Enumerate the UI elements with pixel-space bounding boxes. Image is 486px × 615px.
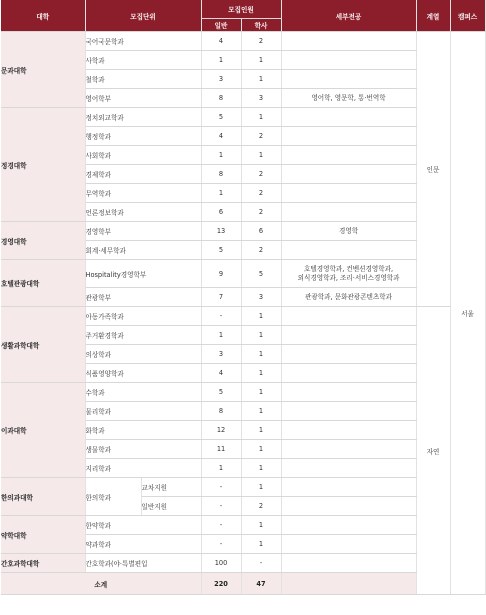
detail-cell: 영어학, 영문학, 통·번역학 [281,89,416,108]
total-row [1,573,485,595]
general-count: 100 [201,554,241,573]
bachelor-count: 3 [241,89,281,108]
detail-cell [281,260,416,288]
bachelor-count: 1 [241,516,281,535]
bachelor-count: 6 [241,222,281,241]
bachelor-count: 1 [241,459,281,478]
detail-cell [281,146,416,165]
bachelor-count: 1 [241,478,281,497]
general-count: 1 [201,51,241,70]
bachelor-count: 1 [241,440,281,459]
detail-cell [281,127,416,146]
dept-cell: Hospitality경영학부 [85,260,201,288]
college-cell: 경영대학 [1,222,85,260]
dept-cell: 물리학과 [85,402,201,421]
dept-cell: 관광학부 [85,288,201,307]
dept-cell: 회계·세무학과 [85,241,201,260]
general-count: 1 [201,459,241,478]
table-row [1,554,485,573]
general-count: - [201,307,241,326]
header-general: 일반 [201,19,241,32]
header-bachelor: 학사 [241,19,281,32]
detail-cell [281,165,416,184]
college-cell: 문과대학 [1,32,85,108]
dept-cell: 국어국문학과 [85,32,201,51]
detail-cell [281,108,416,127]
table-row [1,108,485,127]
table-row [1,260,485,288]
header-campus: 캠퍼스 [450,0,485,32]
table-row [1,383,485,402]
header-detail: 세부전공 [281,0,416,32]
bachelor-count: 2 [241,241,281,260]
college-cell: 한의과대학 [1,478,85,516]
detail-cell [281,203,416,222]
detail-cell [281,383,416,402]
header-quota: 모집인원 [201,0,281,19]
general-count: 4 [201,127,241,146]
dept-cell: 간호학과(야·특별편입 [85,554,201,573]
detail-cell [281,307,416,326]
dept-cell: 무역학과 [85,184,201,203]
bachelor-count: 2 [241,127,281,146]
detail-cell [281,516,416,535]
general-count: 3 [201,345,241,364]
general-count: 8 [201,402,241,421]
bachelor-count: 1 [241,535,281,554]
general-count: - [201,478,241,497]
detail-cell [281,364,416,383]
dept-cell: 경제학과 [85,165,201,184]
dept-cell: 식품영양학과 [85,364,201,383]
detail-cell [281,32,416,51]
detail-cell [281,51,416,70]
bachelor-count: 1 [241,326,281,345]
table-row [1,307,485,326]
total-general: 220 [201,573,241,595]
detail-cell [281,421,416,440]
dept-cell: 경영학부 [85,222,201,241]
sub-unit-cell: 교차지원 [141,478,201,497]
college-cell: 호텔관광대학 [1,260,85,307]
general-count: 11 [201,440,241,459]
detail-cell [281,345,416,364]
dept-cell: 한약학과 [85,516,201,535]
detail-cell: 관광학과, 문화관광콘텐츠학과 [281,288,416,307]
dept-cell: 화학과 [85,421,201,440]
detail-line: 호텔경영학과, 컨벤션경영학과, [303,264,394,273]
college-cell: 간호과학대학 [1,554,85,573]
table-row [1,222,485,241]
general-count: 6 [201,203,241,222]
total-detail-cell [281,573,416,595]
campus-cell: 서울 [450,32,485,595]
table-row [1,516,485,535]
total-label: 소계 [1,573,201,595]
detail-cell [281,554,416,573]
bachelor-count: 1 [241,51,281,70]
college-cell: 이과대학 [1,383,85,478]
detail-cell [281,241,416,260]
bachelor-count: 2 [241,497,281,516]
general-count: 1 [201,146,241,165]
dept-cell: 한의학과 [85,478,141,516]
detail-cell [281,70,416,89]
dept-cell: 약과학과 [85,535,201,554]
dept-cell: 주거환경학과 [85,326,201,345]
dept-cell: 정치외교학과 [85,108,201,127]
detail-cell [281,402,416,421]
dept-cell: 사회학과 [85,146,201,165]
bachelor-count: 1 [241,421,281,440]
bachelor-count: 1 [241,402,281,421]
detail-cell [281,440,416,459]
college-cell: 정경대학 [1,108,85,222]
bachelor-count: 1 [241,70,281,89]
bachelor-count: 2 [241,32,281,51]
general-count: 1 [201,326,241,345]
general-count: 9 [201,260,241,288]
bachelor-count: - [241,554,281,573]
detail-cell [281,497,416,516]
detail-cell [281,459,416,478]
header-college: 대학 [1,0,85,32]
bachelor-count: 2 [241,203,281,222]
general-count: 7 [201,288,241,307]
bachelor-count: 2 [241,184,281,203]
general-count: 8 [201,89,241,108]
bachelor-count: 2 [241,165,281,184]
dept-cell: 생물학과 [85,440,201,459]
bachelor-count: 3 [241,288,281,307]
detail-cell [281,326,416,345]
dept-cell: 철학과 [85,70,201,89]
field-cell: 인문 [416,32,450,307]
detail-cell: 경영학 [281,222,416,241]
header-unit: 모집단위 [85,0,201,32]
general-count: 5 [201,241,241,260]
dept-cell: 언론정보학과 [85,203,201,222]
detail-cell [281,184,416,203]
general-count: 4 [201,364,241,383]
detail-cell [281,535,416,554]
general-count: 4 [201,32,241,51]
bachelor-count: 1 [241,146,281,165]
dept-cell: 지리학과 [85,459,201,478]
general-count: 3 [201,70,241,89]
detail-cell [281,478,416,497]
college-cell: 생활과학대학 [1,307,85,383]
table-row [1,478,485,497]
college-cell: 약학대학 [1,516,85,554]
dept-cell: 의상학과 [85,345,201,364]
general-count: 13 [201,222,241,241]
general-count: 5 [201,383,241,402]
field-cell: 자연 [416,307,450,595]
bachelor-count: 1 [241,307,281,326]
dept-cell: 수학과 [85,383,201,402]
total-bachelor: 47 [241,573,281,595]
bachelor-count: 1 [241,383,281,402]
header-field: 계열 [416,0,450,32]
bachelor-count: 1 [241,108,281,127]
dept-cell: 사학과 [85,51,201,70]
general-count: - [201,516,241,535]
table-row [1,32,485,51]
general-count: - [201,497,241,516]
detail-line: 외식경영학과, 조리·서비스경영학과 [297,273,400,282]
general-count: 1 [201,184,241,203]
general-count: - [201,535,241,554]
admission-quota-table [1,0,486,595]
general-count: 12 [201,421,241,440]
general-count: 8 [201,165,241,184]
dept-cell: 영어학부 [85,89,201,108]
bachelor-count: 5 [241,260,281,288]
dept-cell: 아동가족학과 [85,307,201,326]
general-count: 5 [201,108,241,127]
dept-cell: 행정학과 [85,127,201,146]
bachelor-count: 1 [241,345,281,364]
sub-unit-cell: 일반지원 [141,497,201,516]
bachelor-count: 1 [241,364,281,383]
